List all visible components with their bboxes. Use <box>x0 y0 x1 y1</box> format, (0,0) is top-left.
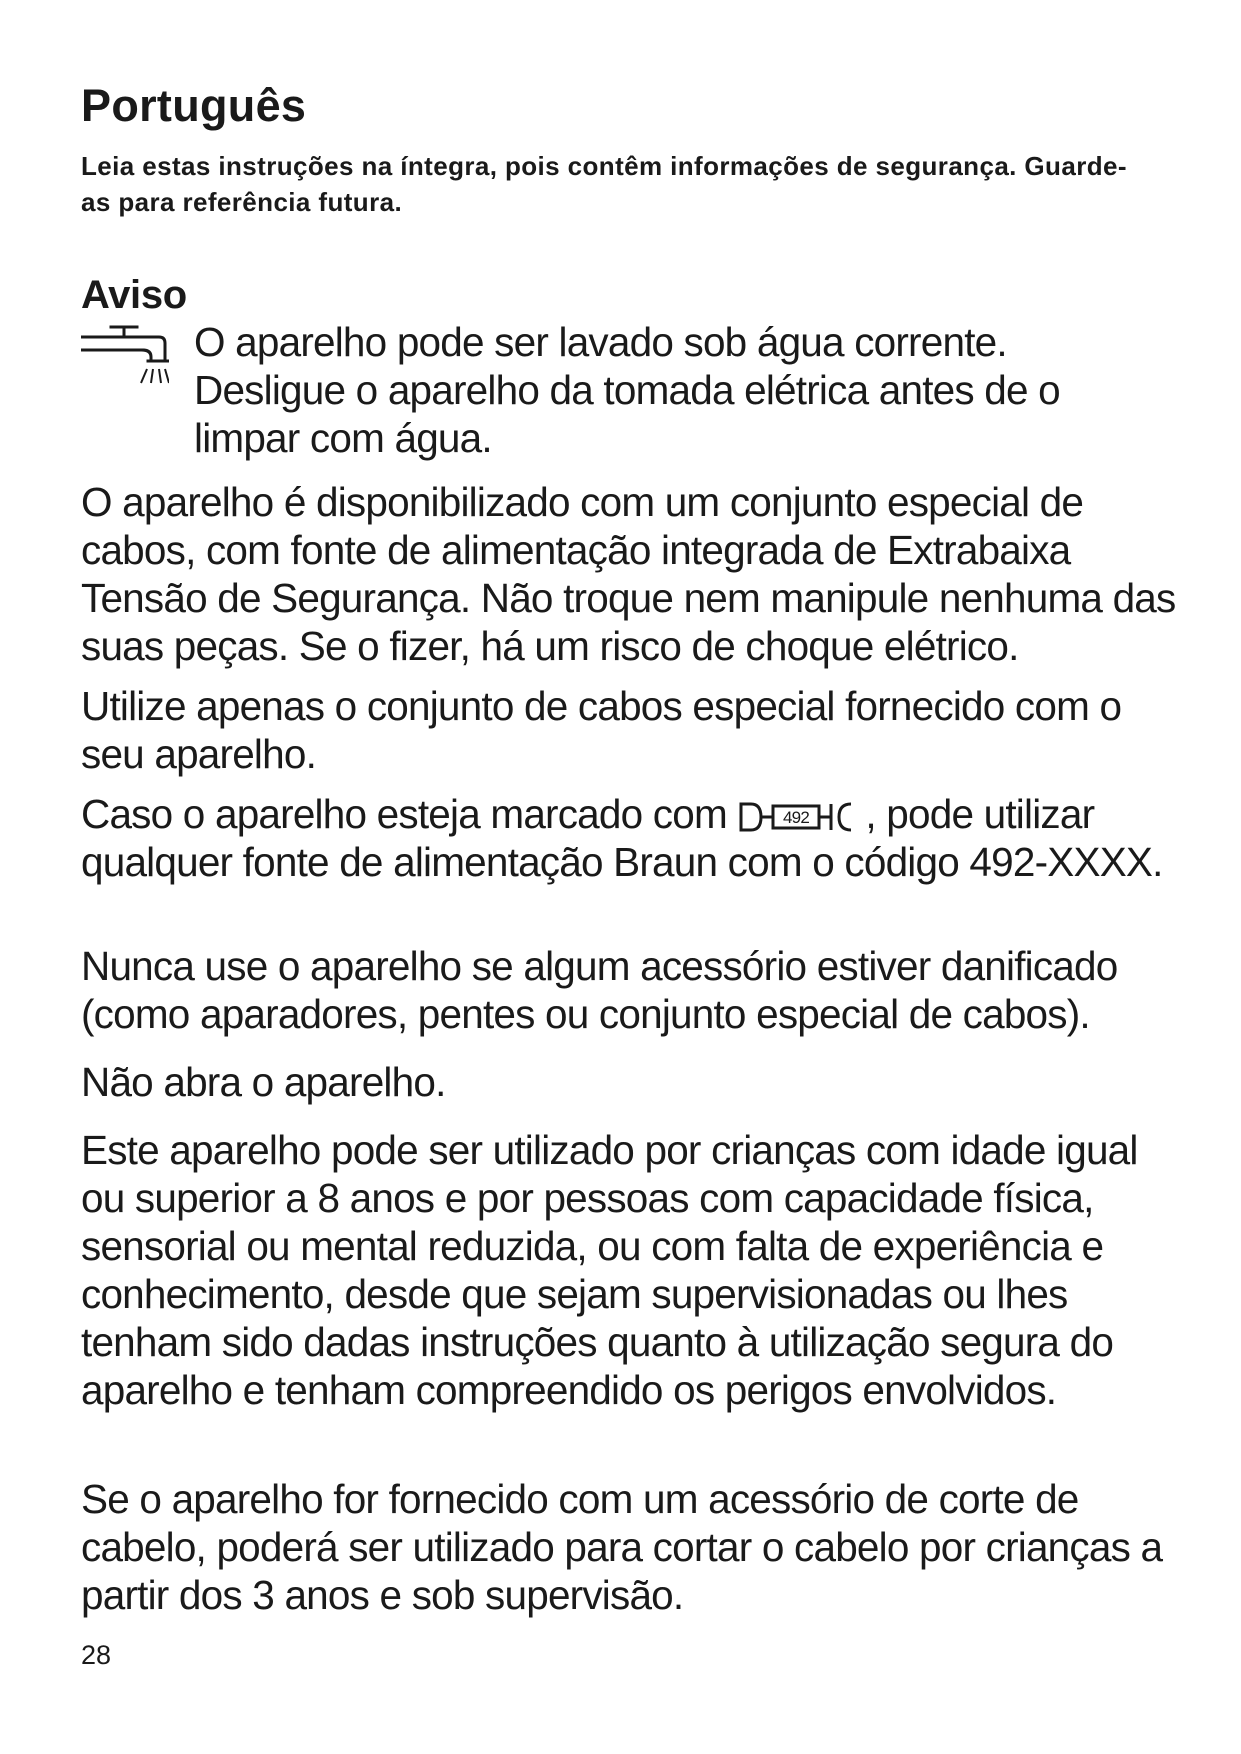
page-number: 28 <box>81 1640 112 1670</box>
paragraph-damaged-accessory: Nunca use o aparelho se algum acessório estiver danificado (como aparadores, pentes ou conjunto especial de cabos). <box>81 943 1118 1037</box>
page-heading: Português <box>81 80 307 131</box>
intro-text: Leia estas instruções na íntegra, pois contêm informações de segurança. Guarde-as para referência futura. <box>81 151 1127 217</box>
power-supply-symbol-label: 492 <box>783 808 810 828</box>
paragraph-hair-cutting: Se o aparelho for fornecido com um acessório de corte de cabelo, poderá ser utilizado para cortar o cabelo por crianças a partir dos 3 anos e sob supervisão. <box>81 1476 1163 1618</box>
paragraph-cable-set: O aparelho é disponibilizado com um conjunto especial de cabos, com fonte de alimentação integrada de Extrabaixa Tensão de Segurança. Não troque nem manipule nenhuma das suas peças. Se o fizer, há um risco de choque elétrico. <box>81 479 1176 669</box>
paragraph-power-supply-end: , pode utilizar qualquer fonte de alimentação Braun com o código 492-XXXX. <box>81 791 1163 885</box>
paragraph-do-not-open: Não abra o aparelho. <box>81 1059 446 1105</box>
paragraph-children-use: Este aparelho pode ser utilizado por crianças com idade igual ou superior a 8 anos e por pessoas com capacidade física, sensorial ou mental reduzida, ou com falta de experiência e conhecimento, desde que sejam supervisionadas ou lhes tenham sido dadas instruções quanto à utilização segura do aparelho e tenham compreendido os perigos envolvidos. <box>81 1127 1138 1413</box>
warning-title: Aviso <box>81 273 187 317</box>
paragraph-use-cable: Utilize apenas o conjunto de cabos especial fornecido com o seu aparelho. <box>81 683 1122 777</box>
warning-text: O aparelho pode ser lavado sob água corrente. Desligue o aparelho da tomada elétrica antes de o limpar com água. <box>194 319 1060 461</box>
paragraph-power-supply <box>81 790 1191 886</box>
power-supply-symbol-icon <box>739 800 863 834</box>
paragraph-power-supply-start: Caso o aparelho esteja marcado com <box>81 791 727 837</box>
water-tap-icon <box>81 325 169 405</box>
